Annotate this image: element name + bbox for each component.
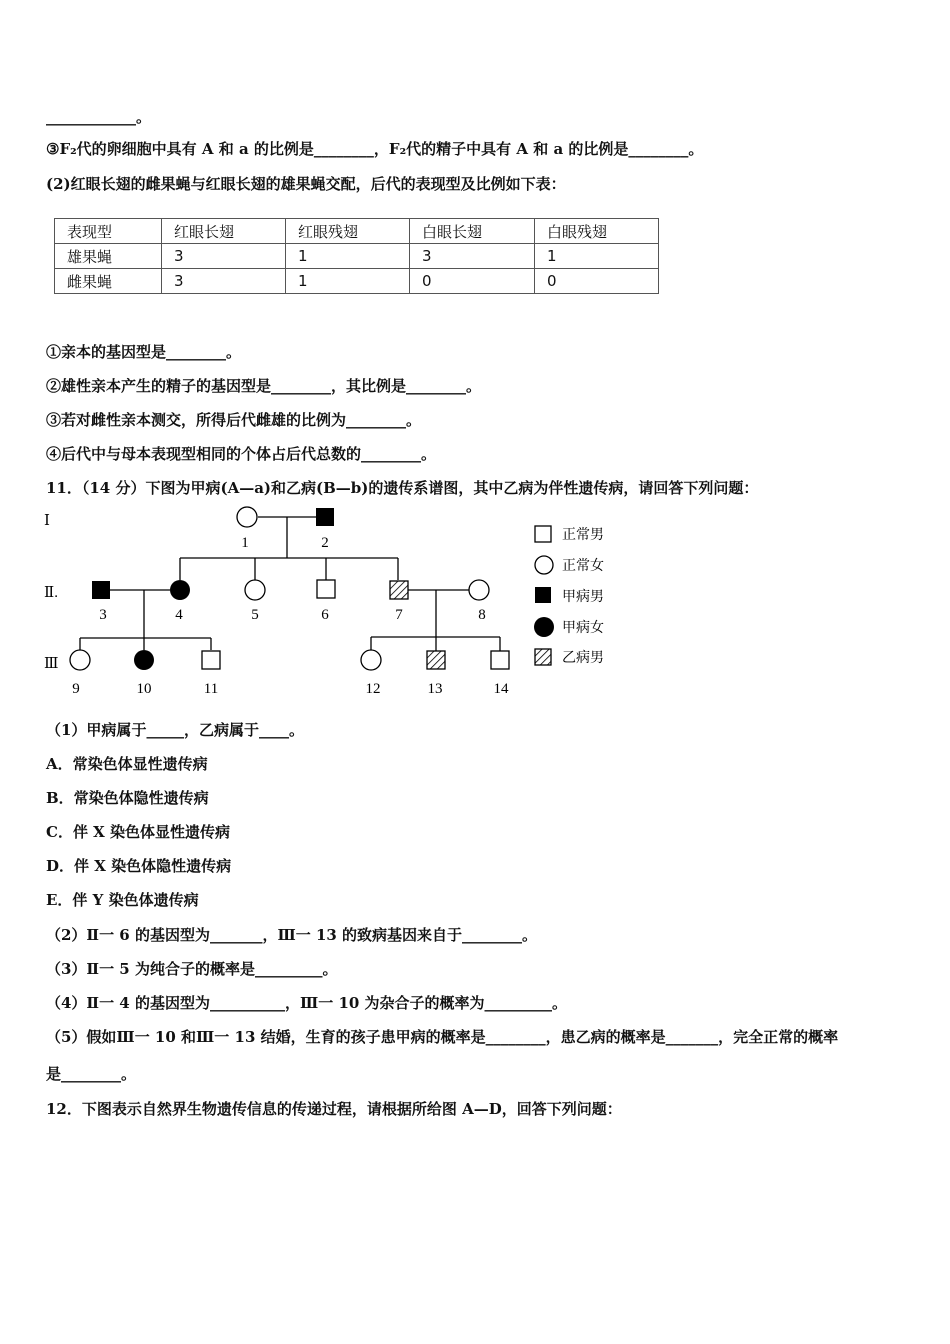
- normal-female-symbol: [245, 580, 265, 600]
- table-header-row: [55, 219, 659, 244]
- individual-number: 9: [72, 681, 80, 697]
- subquestion-11-5-cont: 是________。: [46, 1065, 137, 1083]
- table-cell: 1: [535, 244, 659, 269]
- pedigree-lines: [80, 517, 500, 651]
- individual-number: 6: [321, 607, 329, 623]
- subquestion-4: ④后代中与母本表现型相同的个体占后代总数的________。: [46, 445, 437, 463]
- individual-number: 7: [395, 607, 403, 623]
- table-cell: 3: [410, 244, 535, 269]
- affected-female-a-symbol: [170, 580, 190, 600]
- question-12-stem: 12．下图表示自然界生物遗传信息的传递过程，请根据所给图 A—D，回答下列问题：: [46, 1100, 622, 1118]
- normal-male-symbol: [317, 580, 335, 598]
- option-c: C．伴 X 染色体显性遗传病: [46, 823, 231, 841]
- legend-label: 正常女: [562, 558, 604, 574]
- generation-label: Ⅲ: [44, 656, 59, 672]
- table-cell: 3: [162, 269, 286, 294]
- answer-blank-line: ____________。: [46, 108, 152, 126]
- legend-affected-male-b-icon: [535, 649, 551, 665]
- subquestion-1: ①亲本的基因型是________。: [46, 343, 242, 361]
- affected-male-a-symbol: [92, 581, 110, 599]
- individual-number: 10: [136, 681, 152, 697]
- question-f2-ratio: ③F₂代的卵细胞中具有 A 和 a 的比例是________，F₂代的精子中具有 A 和 a 的比例是________。: [46, 140, 704, 158]
- option-e: E．伴 Y 染色体遗传病: [46, 891, 199, 909]
- pedigree-legend: [534, 526, 604, 666]
- table-header-cell: 白眼残翅: [535, 219, 659, 244]
- individual-number: 3: [99, 607, 107, 623]
- generation-label: Ⅱ.: [44, 585, 58, 601]
- table-header-cell: 白眼长翅: [410, 219, 535, 244]
- phenotype-table: [54, 218, 659, 294]
- legend-label: 乙病男: [562, 650, 604, 666]
- table-cell: 1: [286, 244, 410, 269]
- legend-label: 甲病女: [562, 620, 604, 636]
- table-row: [55, 269, 659, 294]
- normal-female-symbol: [469, 580, 489, 600]
- subquestion-3: ③若对雌性亲本测交，所得后代雌雄的比例为________。: [46, 411, 422, 429]
- question-11-stem: 11．（14 分）下图为甲病(A—a)和乙病(B—b)的遗传系谱图，其中乙病为伴性遗传病，请回答下列问题：: [46, 479, 759, 497]
- option-d: D．伴 X 染色体隐性遗传病: [46, 857, 232, 875]
- individual-number: 11: [203, 681, 219, 697]
- affected-male-b-symbol: [390, 581, 408, 599]
- individual-number: 4: [175, 607, 183, 623]
- affected-male-b-symbol: [427, 651, 445, 669]
- individual-number: 13: [427, 681, 443, 697]
- table-cell: 3: [162, 244, 286, 269]
- table-row: [55, 244, 659, 269]
- individual-number: 1: [241, 535, 249, 551]
- table-header-cell: 红眼残翅: [286, 219, 410, 244]
- legend-affected-male-a-icon: [535, 587, 551, 603]
- individual-number: 8: [478, 607, 486, 623]
- table-cell: 雌果蝇: [55, 269, 162, 294]
- table-header-cell: 红眼长翅: [162, 219, 286, 244]
- individual-number: 12: [365, 681, 381, 697]
- legend-normal-female-icon: [535, 556, 553, 574]
- legend-affected-female-a-icon: [534, 617, 554, 637]
- generation-label: Ⅰ: [44, 513, 50, 529]
- subquestion-2: ②雄性亲本产生的精子的基因型是________，其比例是________。: [46, 377, 482, 395]
- table-header-cell: 表现型: [55, 219, 162, 244]
- normal-female-symbol: [237, 507, 257, 527]
- subquestion-11-1: （1）甲病属于_____，乙病属于____。: [46, 721, 304, 739]
- table-cell: 0: [410, 269, 535, 294]
- legend-label: 正常男: [562, 527, 604, 543]
- legend-label: 甲病男: [562, 589, 604, 605]
- subquestion-11-3: （3）Ⅱ一 5 为纯合子的概率是_________。: [46, 960, 338, 978]
- table-cell: 0: [535, 269, 659, 294]
- affected-male-a-symbol: [316, 508, 334, 526]
- subquestion-11-2: （2）Ⅱ一 6 的基因型为_______，Ⅲ一 13 的致病基因来自于________。: [46, 926, 538, 944]
- table-cell: 1: [286, 269, 410, 294]
- option-a: A．常染色体显性遗传病: [46, 755, 208, 773]
- individual-number: 14: [493, 681, 509, 697]
- normal-male-symbol: [491, 651, 509, 669]
- legend-normal-male-icon: [535, 526, 551, 542]
- option-b: B．常染色体隐性遗传病: [46, 789, 209, 807]
- table-cell: 雄果蝇: [55, 244, 162, 269]
- subquestion-11-5: （5）假如Ⅲ一 10 和Ⅲ一 13 结婚，生育的孩子患甲病的概率是________，患乙病的概率是_______，完全正常的概率: [46, 1028, 839, 1046]
- pedigree-chart: [40, 500, 640, 700]
- normal-female-symbol: [361, 650, 381, 670]
- question-2-intro: (2)红眼长翅的雌果蝇与红眼长翅的雄果蝇交配，后代的表现型及比例如下表：: [46, 175, 566, 193]
- subquestion-11-4: （4）Ⅱ一 4 的基因型为__________，Ⅲ一 10 为杂合子的概率为_________。: [46, 994, 568, 1012]
- affected-female-a-symbol: [134, 650, 154, 670]
- normal-male-symbol: [202, 651, 220, 669]
- normal-female-symbol: [70, 650, 90, 670]
- individual-number: 2: [321, 535, 329, 551]
- individual-number: 5: [251, 607, 259, 623]
